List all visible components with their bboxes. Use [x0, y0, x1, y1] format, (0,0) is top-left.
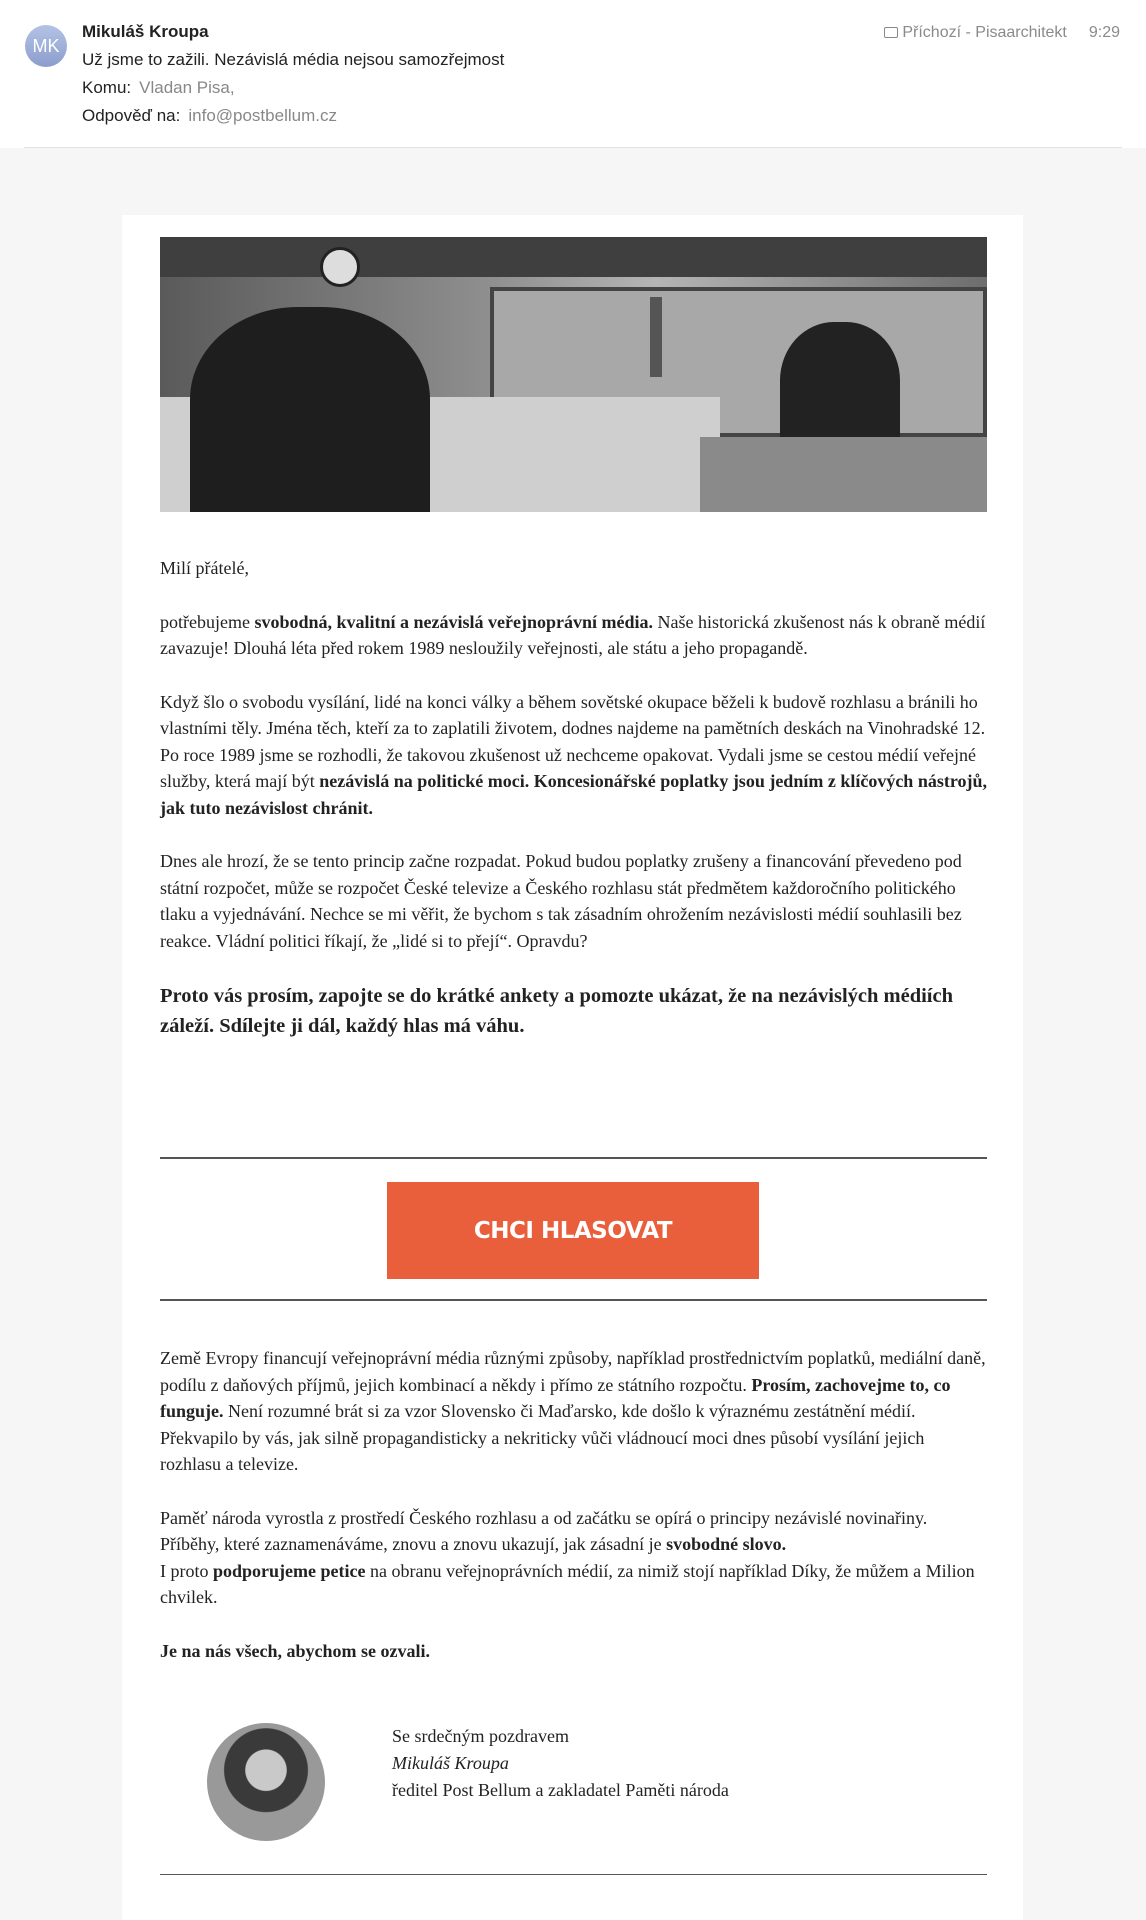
bold-text: podporujeme petice: [213, 1560, 366, 1581]
email-body: [122, 215, 1023, 1920]
divider: [160, 1874, 987, 1875]
email-header: [0, 0, 1146, 148]
text: Naše historická zkušenost nás k obraně médií zavazuje! Dlouhá léta před rokem 1989 nesloužily veřejnosti, ale státu a jeho propagandě.: [160, 611, 986, 658]
text: potřebujeme: [160, 611, 255, 632]
signer-role: ředitel Post Bellum a zakladatel Paměti národa: [392, 1780, 729, 1800]
divider: [160, 1157, 987, 1159]
text: Není rozumné brát si za vzor Slovensko či Maďarsko, kde došlo k výraznému zestátnění médií. Překvapilo by vás, jak silně propagandisticky a nekriticky vůči vládnoucí moci dnes působí vysílání jejich rozhlasu a televize.: [160, 1401, 925, 1474]
email-meta: [884, 24, 1120, 42]
folder-link[interactable]: [884, 24, 1067, 42]
text: na obranu veřejnoprávních médií, za nimiž stojí například Díky, že můžem a Milion chvilek.: [160, 1560, 975, 1607]
to-label: Komu:: [82, 78, 132, 97]
message-text: [160, 555, 987, 1041]
text: Paměť národa vyrostla z prostředí Českého rozhlasu a od začátku se opírá o principy nezávislé novinařiny. Příběhy, které zaznamenáváme, znovu a znovu ukazují, jak zásadní je: [160, 1507, 928, 1554]
call-to-action-text: Proto vás prosím, zapojte se do krátké ankety a pomozte ukázat, že na nezávislých médiích záleží. Sdílejte ji dál, každý hlas má váhu.: [160, 985, 953, 1037]
signer-name: Mikuláš Kroupa: [392, 1753, 509, 1773]
to-line: [82, 78, 235, 98]
radio-studio-photo: [160, 237, 987, 512]
divider: [24, 147, 1122, 148]
time: 9:29: [1088, 24, 1120, 41]
avatar: MK: [25, 25, 67, 67]
paragraph: Je na nás všech, abychom se ozvali.: [160, 1640, 430, 1661]
text: Když šlo o svobodu vysílání, lidé na konci války a během sovětské okupace běželi k budově rozhlasu a bránili ho vlastními těly. Jména těch, kteří za to zaplatili životem, dodnes najdeme na pamětních deskách na Vinohradské 12. Po roce 1989 jsme se rozhodli, že takovou zkušenost už nechceme opakovat. Vydali jsme se cestou médií veřejné služby, která mají být: [160, 691, 986, 791]
folder-name: Příchozí - Pisaarchitekt: [902, 24, 1067, 41]
message-text-2: [160, 1345, 987, 1691]
paragraph: [160, 689, 987, 822]
text: Země Evropy financují veřejnoprávní média různými způsoby, například prostřednictvím poplatků, mediální daně, podílu z daňových příjmů, jejich kombinací a někdy i přímo ze státního rozpočtu.: [160, 1348, 986, 1395]
paragraph: [160, 1345, 987, 1478]
paragraph: Dnes ale hrozí, že se tento princip začne rozpadat. Pokud budou poplatky zrušeny a financování převedeno pod státní rozpočet, může se rozpočet České televize a Českého rozhlasu stát předmětem každoročního politického tlaku a vyjednávání. Nechce se mi věřit, že bychom s tak zásadním ohrožením nezávislosti médií souhlasili bez reakce. Vládní politici říkají, že „lidé si to přejí“. Opravdu?: [160, 851, 962, 951]
paragraph: [160, 609, 987, 662]
divider: [160, 1299, 987, 1301]
vote-button[interactable]: CHCI HLASOVAT: [387, 1182, 759, 1279]
recipient[interactable]: Vladan Pisa,: [139, 78, 235, 97]
closing: Se srdečným pozdravem: [392, 1726, 569, 1746]
greeting: Milí přátelé,: [160, 558, 249, 578]
reply-to-line: [82, 106, 337, 126]
reply-to-label: Odpověď na:: [82, 106, 181, 125]
subject: Už jsme to zažili. Nezávislá média nejsou samozřejmost: [82, 50, 505, 69]
paragraph: [160, 1505, 987, 1611]
sender-name[interactable]: Mikuláš Kroupa: [82, 22, 209, 41]
folder-icon: [884, 27, 898, 38]
text: I proto: [160, 1560, 209, 1581]
signature-photo: [207, 1723, 325, 1841]
bold-text: nezávislá na politické moci. Koncesionářské poplatky jsou jedním z klíčových nástrojů, jak tuto nezávislost chránit.: [160, 771, 987, 818]
bold-text: svobodná, kvalitní a nezávislá veřejnoprávní média.: [254, 611, 653, 632]
bold-text: svobodné slovo.: [666, 1534, 787, 1554]
bold-text: Prosím, zachovejme to, co funguje.: [160, 1374, 951, 1421]
signature: [392, 1723, 729, 1804]
reply-to-address[interactable]: info@postbellum.cz: [188, 106, 337, 125]
